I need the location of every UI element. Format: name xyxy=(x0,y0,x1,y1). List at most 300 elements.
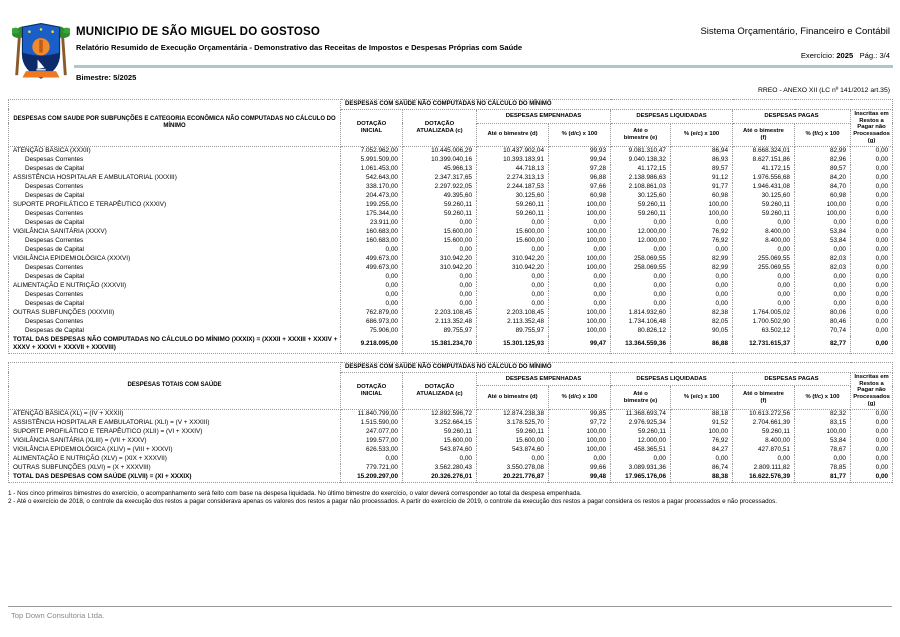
cell-value: 100,00 xyxy=(671,428,733,437)
cell-value: 0,00 xyxy=(795,300,851,309)
col-pct-ec: % (e/c) x 100 xyxy=(671,386,733,409)
cell-value: 0,00 xyxy=(671,291,733,300)
cell-value: 310.942,20 xyxy=(403,255,477,264)
pagina-value: 3/4 xyxy=(879,51,890,60)
cell-value: 0,00 xyxy=(851,327,893,336)
table-row xyxy=(9,291,893,300)
system-name: Sistema Orçamentário, Financeiro e Contábil xyxy=(700,26,890,37)
cell-value: 60,98 xyxy=(795,192,851,201)
col-inscritas-rp: Inscritas em Restos a Pagar não Processados (g) xyxy=(851,372,893,409)
cell-value: 0,00 xyxy=(403,300,477,309)
col-dotacao-inicial: DOTAÇÃO INICIAL xyxy=(341,109,403,146)
cell-value: 3.562.280,43 xyxy=(403,464,477,473)
cell-value: 0,00 xyxy=(733,273,795,282)
table-row xyxy=(9,210,893,219)
cell-value: 2.138.986,63 xyxy=(611,174,671,183)
cell-value: 779.721,00 xyxy=(341,464,403,473)
cell-value: 0,00 xyxy=(851,165,893,174)
table-row xyxy=(9,309,893,318)
cell-value: 543.874,60 xyxy=(477,446,549,455)
cell-value: 542.643,00 xyxy=(341,174,403,183)
cell-value: 2.244.187,53 xyxy=(477,183,549,192)
cell-value: 8.400,00 xyxy=(733,228,795,237)
table-row xyxy=(9,219,893,228)
cell-value: 0,00 xyxy=(477,219,549,228)
col-dotacao-atualizada: DOTAÇÃO ATUALIZADA (c) xyxy=(403,109,477,146)
cell-value: 99,66 xyxy=(549,464,611,473)
row-label: ASSISTÊNCIA HOSPITALAR E AMBULATORIAL (XLI) = (V + XXXIII) xyxy=(9,419,341,428)
cell-value: 15.381.234,70 xyxy=(403,336,477,354)
cell-value: 0,00 xyxy=(341,291,403,300)
col-ate-bimestre-d: Até o bimestre (d) xyxy=(477,386,549,409)
table-row xyxy=(9,437,893,446)
cell-value: 0,00 xyxy=(611,219,671,228)
cell-value: 258.069,55 xyxy=(611,264,671,273)
cell-value: 59.260,11 xyxy=(403,428,477,437)
row-label: TOTAL DAS DESPESAS NÃO COMPUTADAS NO CÁLCULO DO MÍNIMO (XXXIX) = (XXXII + XXXIII + XXXIV + XXXV + XXXVI + XXXVII + XXXVIII) xyxy=(9,336,341,354)
row-label: ATENÇÃO BÁSICA (XXXII) xyxy=(9,146,341,156)
table-row xyxy=(9,246,893,255)
cell-value: 0,00 xyxy=(477,291,549,300)
cell-value: 88,18 xyxy=(671,409,733,419)
annex-reference: RREO - ANEXO XII (LC nº 141/2012 art.35) xyxy=(757,87,890,94)
cell-value: 89.755,97 xyxy=(403,327,477,336)
cell-value: 0,00 xyxy=(341,246,403,255)
cell-value: 8.668.324,01 xyxy=(733,146,795,156)
table-row xyxy=(9,409,893,419)
cell-value: 59.260,11 xyxy=(477,201,549,210)
cell-value: 89.755,97 xyxy=(477,327,549,336)
table-row xyxy=(9,419,893,428)
cell-value: 86,94 xyxy=(671,146,733,156)
total-row xyxy=(9,336,893,354)
table-row xyxy=(9,174,893,183)
table-row xyxy=(9,455,893,464)
cell-value: 0,00 xyxy=(851,219,893,228)
cell-value: 0,00 xyxy=(851,473,893,483)
cell-value: 59.260,11 xyxy=(733,210,795,219)
cell-value: 91,52 xyxy=(671,419,733,428)
cell-value: 15.600,00 xyxy=(403,437,477,446)
cell-value: 2.113.352,48 xyxy=(477,318,549,327)
cell-value: 8.400,00 xyxy=(733,237,795,246)
cell-value: 86,74 xyxy=(671,464,733,473)
cell-value: 70,74 xyxy=(795,327,851,336)
cell-value: 10.437.902,04 xyxy=(477,146,549,156)
cell-value: 16.622.576,39 xyxy=(733,473,795,483)
cell-value: 12.892.596,72 xyxy=(403,409,477,419)
cell-value: 0,00 xyxy=(341,282,403,291)
ribbon-icon xyxy=(22,71,59,77)
cell-value: 0,00 xyxy=(549,455,611,464)
cell-value: 0,00 xyxy=(851,291,893,300)
cell-value: 199.255,00 xyxy=(341,201,403,210)
cell-value: 91,12 xyxy=(671,174,733,183)
cell-value: 76,92 xyxy=(671,437,733,446)
cell-value: 99,94 xyxy=(549,156,611,165)
cell-value: 59.260,11 xyxy=(477,210,549,219)
cell-value: 17.965.176,06 xyxy=(611,473,671,483)
cell-value: 0,00 xyxy=(851,336,893,354)
table2-first-col-header: DESPESAS TOTAIS COM SAÚDE xyxy=(9,362,341,409)
cell-value: 20.221.776,87 xyxy=(477,473,549,483)
cell-value: 10.399.040,16 xyxy=(403,156,477,165)
cell-value: 84,70 xyxy=(795,183,851,192)
cell-value: 100,00 xyxy=(549,264,611,273)
cell-value: 0,00 xyxy=(403,219,477,228)
table-row xyxy=(9,201,893,210)
col-ate-bimestre-f: Até o bimestre (f) xyxy=(733,386,795,409)
table-row xyxy=(9,300,893,309)
cell-value: 2.704.661,39 xyxy=(733,419,795,428)
cell-value: 15.600,00 xyxy=(477,237,549,246)
cell-value: 7.052.962,00 xyxy=(341,146,403,156)
cell-value: 1.061.453,00 xyxy=(341,165,403,174)
cell-value: 0,00 xyxy=(851,419,893,428)
cell-value: 3.089.931,36 xyxy=(611,464,671,473)
cell-value: 0,00 xyxy=(795,455,851,464)
cell-value: 97,28 xyxy=(549,165,611,174)
cell-value: 53,84 xyxy=(795,437,851,446)
col-pct-fc: % (f/c) x 100 xyxy=(795,386,851,409)
cell-value: 41.172,15 xyxy=(733,165,795,174)
cell-value: 90,05 xyxy=(671,327,733,336)
cell-value: 0,00 xyxy=(549,291,611,300)
cell-value: 0,00 xyxy=(851,409,893,419)
cell-value: 8.627.151,86 xyxy=(733,156,795,165)
cell-value: 0,00 xyxy=(671,455,733,464)
cell-value: 0,00 xyxy=(851,446,893,455)
table-gap xyxy=(8,354,892,362)
cell-value: 82,99 xyxy=(795,146,851,156)
cell-value: 0,00 xyxy=(851,428,893,437)
cell-value: 59.260,11 xyxy=(733,428,795,437)
cell-value: 0,00 xyxy=(733,291,795,300)
cell-value: 8.400,00 xyxy=(733,437,795,446)
cell-value: 10.613.272,56 xyxy=(733,409,795,419)
row-label: Despesas Correntes xyxy=(9,156,341,165)
cell-value: 82,03 xyxy=(795,264,851,273)
cell-value: 0,00 xyxy=(671,300,733,309)
cell-value: 59.260,11 xyxy=(477,428,549,437)
col-group-empenhadas: DESPESAS EMPENHADAS xyxy=(477,109,611,123)
row-label: ALIMENTAÇÃO E NUTRIÇÃO (XXXVII) xyxy=(9,282,341,291)
cell-value: 15.600,00 xyxy=(403,237,477,246)
row-label: SUPORTE PROFILÁTICO E TERAPÊUTICO (XLII) = (VI + XXXIV) xyxy=(9,428,341,437)
cell-value: 97,66 xyxy=(549,183,611,192)
cell-value: 1.976.556,68 xyxy=(733,174,795,183)
cell-value: 59.260,11 xyxy=(611,428,671,437)
cell-value: 59.260,11 xyxy=(611,201,671,210)
row-label: VIGILÂNCIA SANITÁRIA (XLIII) = (VII + XXXV) xyxy=(9,437,341,446)
cell-value: 1.734.106,48 xyxy=(611,318,671,327)
cell-value: 100,00 xyxy=(549,228,611,237)
cell-value: 0,00 xyxy=(733,219,795,228)
cell-value: 99,48 xyxy=(549,473,611,483)
row-label: VIGILÂNCIA EPIDEMIOLÓGICA (XXXVI) xyxy=(9,255,341,264)
cell-value: 0,00 xyxy=(403,282,477,291)
cell-value: 0,00 xyxy=(851,146,893,156)
cell-value: 82,99 xyxy=(671,255,733,264)
row-label: Despesas Correntes xyxy=(9,291,341,300)
cell-value: 0,00 xyxy=(795,219,851,228)
exercise-page-line xyxy=(801,51,890,60)
cell-value: 100,00 xyxy=(671,201,733,210)
row-label: Despesas Correntes xyxy=(9,264,341,273)
cell-value: 310.942,20 xyxy=(477,255,549,264)
table-row xyxy=(9,146,893,156)
cell-value: 49.395,60 xyxy=(403,192,477,201)
cell-value: 0,00 xyxy=(477,246,549,255)
cell-value: 0,00 xyxy=(671,219,733,228)
cell-value: 9.081.310,47 xyxy=(611,146,671,156)
cell-value: 100,00 xyxy=(549,318,611,327)
cell-value: 100,00 xyxy=(549,327,611,336)
cell-value: 0,00 xyxy=(341,455,403,464)
cell-value: 0,00 xyxy=(851,201,893,210)
table-row xyxy=(9,273,893,282)
cell-value: 100,00 xyxy=(549,309,611,318)
table-row xyxy=(9,237,893,246)
cell-value: 0,00 xyxy=(851,309,893,318)
col-group-pagas: DESPESAS PAGAS xyxy=(733,372,851,386)
cell-value: 15.600,00 xyxy=(477,228,549,237)
cell-value: 2.203.108,45 xyxy=(403,309,477,318)
cell-value: 1.814.932,60 xyxy=(611,309,671,318)
table-row xyxy=(9,264,893,273)
cell-value: 15.209.297,00 xyxy=(341,473,403,483)
cell-value: 0,00 xyxy=(733,455,795,464)
table-row xyxy=(9,165,893,174)
cell-value: 175.344,00 xyxy=(341,210,403,219)
cell-value: 20.326.276,01 xyxy=(403,473,477,483)
cell-value: 100,00 xyxy=(549,446,611,455)
cell-value: 100,00 xyxy=(549,210,611,219)
table-despesas-totais xyxy=(8,362,893,483)
cell-value: 160.683,00 xyxy=(341,237,403,246)
cell-value: 89,57 xyxy=(795,165,851,174)
cell-value: 100,00 xyxy=(549,237,611,246)
footnote-2: 2 - Até o exercício de 2018, o controle da execução dos restos a pagar considerava apenas os valores dos restos a pagar não processados. A partir do exercício de 2019, o controle da execução dos restos a pagar considera os restos a pagar processados e não processados. xyxy=(8,497,778,505)
cell-value: 0,00 xyxy=(477,455,549,464)
cell-value: 0,00 xyxy=(671,246,733,255)
cell-value: 23.911,00 xyxy=(341,219,403,228)
cell-value: 15.301.125,93 xyxy=(477,336,549,354)
cell-value: 0,00 xyxy=(795,273,851,282)
cell-value: 3.252.664,15 xyxy=(403,419,477,428)
cell-value: 100,00 xyxy=(549,428,611,437)
row-label: Despesas de Capital xyxy=(9,273,341,282)
cell-value: 89,57 xyxy=(671,165,733,174)
cell-value: 160.683,00 xyxy=(341,228,403,237)
cell-value: 626.533,00 xyxy=(341,446,403,455)
cell-value: 0,00 xyxy=(851,246,893,255)
cell-value: 78,67 xyxy=(795,446,851,455)
cell-value: 0,00 xyxy=(477,273,549,282)
cell-value: 0,00 xyxy=(549,282,611,291)
table2-group-header: DESPESAS COM SAÚDE NÃO COMPUTADAS NO CÁLCULO DO MÍNIMO xyxy=(341,362,893,372)
cell-value: 96,88 xyxy=(549,174,611,183)
cell-value: 1.700.502,90 xyxy=(733,318,795,327)
table-row xyxy=(9,183,893,192)
col-group-liquidadas: DESPESAS LIQUIDADAS xyxy=(611,372,733,386)
cell-value: 458.365,51 xyxy=(611,446,671,455)
pagina-label: Pág.: xyxy=(859,51,878,60)
cell-value: 0,00 xyxy=(851,174,893,183)
cell-value: 0,00 xyxy=(851,273,893,282)
cell-value: 0,00 xyxy=(477,300,549,309)
cell-value: 45.966,13 xyxy=(403,165,477,174)
cell-value: 2.297.922,05 xyxy=(403,183,477,192)
row-label: OUTRAS SUBFUNÇÕES (XXXVIII) xyxy=(9,309,341,318)
cell-value: 0,00 xyxy=(403,273,477,282)
cell-value: 100,00 xyxy=(795,428,851,437)
cell-value: 2.203.108,45 xyxy=(477,309,549,318)
cell-value: 82,77 xyxy=(795,336,851,354)
col-ate-bimestre-d: Até o bimestre (d) xyxy=(477,123,549,146)
table-row xyxy=(9,428,893,437)
cell-value: 686.973,00 xyxy=(341,318,403,327)
table1-first-col-header: DESPESAS COM SAUDE POR SUBFUNÇÕES E CATEGORIA ECONÔMICA NÃO COMPUTADAS NO CÁLCULO DO MÍNIMO xyxy=(9,100,341,147)
cell-value: 0,00 xyxy=(733,300,795,309)
row-label: Despesas de Capital xyxy=(9,246,341,255)
header-divider xyxy=(74,65,893,68)
col-dotacao-inicial: DOTAÇÃO INICIAL xyxy=(341,372,403,409)
row-label: Despesas de Capital xyxy=(9,165,341,174)
cell-value: 82,03 xyxy=(795,255,851,264)
cell-value: 9.040.138,32 xyxy=(611,156,671,165)
table-row xyxy=(9,255,893,264)
table-row xyxy=(9,464,893,473)
cell-value: 82,32 xyxy=(795,409,851,419)
cell-value: 100,00 xyxy=(549,201,611,210)
cell-value: 99,85 xyxy=(549,409,611,419)
row-label: Despesas de Capital xyxy=(9,192,341,201)
cell-value: 543.874,60 xyxy=(403,446,477,455)
cell-value: 12.874.238,38 xyxy=(477,409,549,419)
cell-value: 75.906,00 xyxy=(341,327,403,336)
cell-value: 11.840.799,00 xyxy=(341,409,403,419)
cell-value: 0,00 xyxy=(851,282,893,291)
cell-value: 44.718,13 xyxy=(477,165,549,174)
cell-value: 0,00 xyxy=(851,210,893,219)
cell-value: 1.515.590,00 xyxy=(341,419,403,428)
cell-value: 0,00 xyxy=(611,273,671,282)
cell-value: 59.260,11 xyxy=(403,201,477,210)
cell-value: 0,00 xyxy=(851,183,893,192)
cell-value: 255.069,55 xyxy=(733,264,795,273)
cell-value: 9.218.095,00 xyxy=(341,336,403,354)
cell-value: 0,00 xyxy=(341,300,403,309)
cell-value: 310.942,20 xyxy=(477,264,549,273)
cell-value: 53,84 xyxy=(795,237,851,246)
cell-value: 0,00 xyxy=(851,318,893,327)
cell-value: 499.673,00 xyxy=(341,264,403,273)
cell-value: 0,00 xyxy=(851,255,893,264)
cell-value: 80,46 xyxy=(795,318,851,327)
cell-value: 2.976.925,34 xyxy=(611,419,671,428)
col-pct-dc: % (d/c) x 100 xyxy=(549,123,611,146)
cell-value: 60,98 xyxy=(671,192,733,201)
cell-value: 2.809.111,82 xyxy=(733,464,795,473)
table-row xyxy=(9,446,893,455)
report-body xyxy=(8,99,892,506)
cell-value: 0,00 xyxy=(477,282,549,291)
cell-value: 99,47 xyxy=(549,336,611,354)
cell-value: 76,92 xyxy=(671,237,733,246)
cell-value: 0,00 xyxy=(403,455,477,464)
report-title: Relatório Resumido de Execução Orçamentária - Demonstrativo das Receitas de Impostos e Despesas Próprias com Saúde xyxy=(76,43,523,52)
cell-value: 0,00 xyxy=(611,300,671,309)
row-label: OUTRAS SUBFUNÇÕES (XLVI) = (X + XXXVIII) xyxy=(9,464,341,473)
cell-value: 76,92 xyxy=(671,228,733,237)
cell-value: 0,00 xyxy=(733,282,795,291)
cell-value: 199.577,00 xyxy=(341,437,403,446)
cell-value: 86,88 xyxy=(671,336,733,354)
table-row xyxy=(9,327,893,336)
cell-value: 1.764.005,02 xyxy=(733,309,795,318)
cell-value: 5.991.509,00 xyxy=(341,156,403,165)
cell-value: 2.274.313,13 xyxy=(477,174,549,183)
cell-value: 10.393.183,91 xyxy=(477,156,549,165)
col-pct-ec: % (e/c) x 100 xyxy=(671,123,733,146)
cell-value: 91,77 xyxy=(671,183,733,192)
row-label: Despesas Correntes xyxy=(9,183,341,192)
table-row xyxy=(9,318,893,327)
table-row xyxy=(9,156,893,165)
cell-value: 204.473,00 xyxy=(341,192,403,201)
exercicio-value: 2025 xyxy=(836,51,854,60)
cell-value: 0,00 xyxy=(851,192,893,201)
row-label: VIGILÂNCIA EPIDEMIOLÓGICA (XLIV) = (VIII + XXXVI) xyxy=(9,446,341,455)
cell-value: 82,99 xyxy=(671,264,733,273)
cell-value: 0,00 xyxy=(611,455,671,464)
row-label: Despesas Correntes xyxy=(9,210,341,219)
cell-value: 12.731.615,37 xyxy=(733,336,795,354)
col-ate-bimestre-e: Até o bimestre (e) xyxy=(611,123,671,146)
table-row xyxy=(9,192,893,201)
cell-value: 100,00 xyxy=(795,210,851,219)
cell-value: 310.942,20 xyxy=(403,264,477,273)
cell-value: 53,84 xyxy=(795,228,851,237)
col-inscritas-rp: Inscritas em Restos a Pagar não Processados (g) xyxy=(851,109,893,146)
cell-value: 427.870,51 xyxy=(733,446,795,455)
col-group-empenhadas: DESPESAS EMPENHADAS xyxy=(477,372,611,386)
cell-value: 0,00 xyxy=(671,282,733,291)
cell-value: 3.178.525,70 xyxy=(477,419,549,428)
cell-value: 0,00 xyxy=(733,246,795,255)
cell-value: 82,38 xyxy=(671,309,733,318)
cell-value: 13.364.559,36 xyxy=(611,336,671,354)
cell-value: 0,00 xyxy=(795,282,851,291)
footer-divider xyxy=(8,606,892,607)
cell-value: 41.172,15 xyxy=(611,165,671,174)
cell-value: 338.170,00 xyxy=(341,183,403,192)
cell-value: 0,00 xyxy=(403,246,477,255)
cell-value: 80,06 xyxy=(795,309,851,318)
footer-company: Top Down Consultoria Ltda. xyxy=(11,611,105,620)
cell-value: 59.260,11 xyxy=(403,210,477,219)
row-label: VIGILÂNCIA SANITÁRIA (XXXV) xyxy=(9,228,341,237)
cell-value: 60,98 xyxy=(549,192,611,201)
cell-value: 255.069,55 xyxy=(733,255,795,264)
cell-value: 2.113.352,48 xyxy=(403,318,477,327)
col-group-liquidadas: DESPESAS LIQUIDADAS xyxy=(611,109,733,123)
table-row xyxy=(9,282,893,291)
cell-value: 762.879,00 xyxy=(341,309,403,318)
cell-value: 0,00 xyxy=(549,300,611,309)
total-row xyxy=(9,473,893,483)
